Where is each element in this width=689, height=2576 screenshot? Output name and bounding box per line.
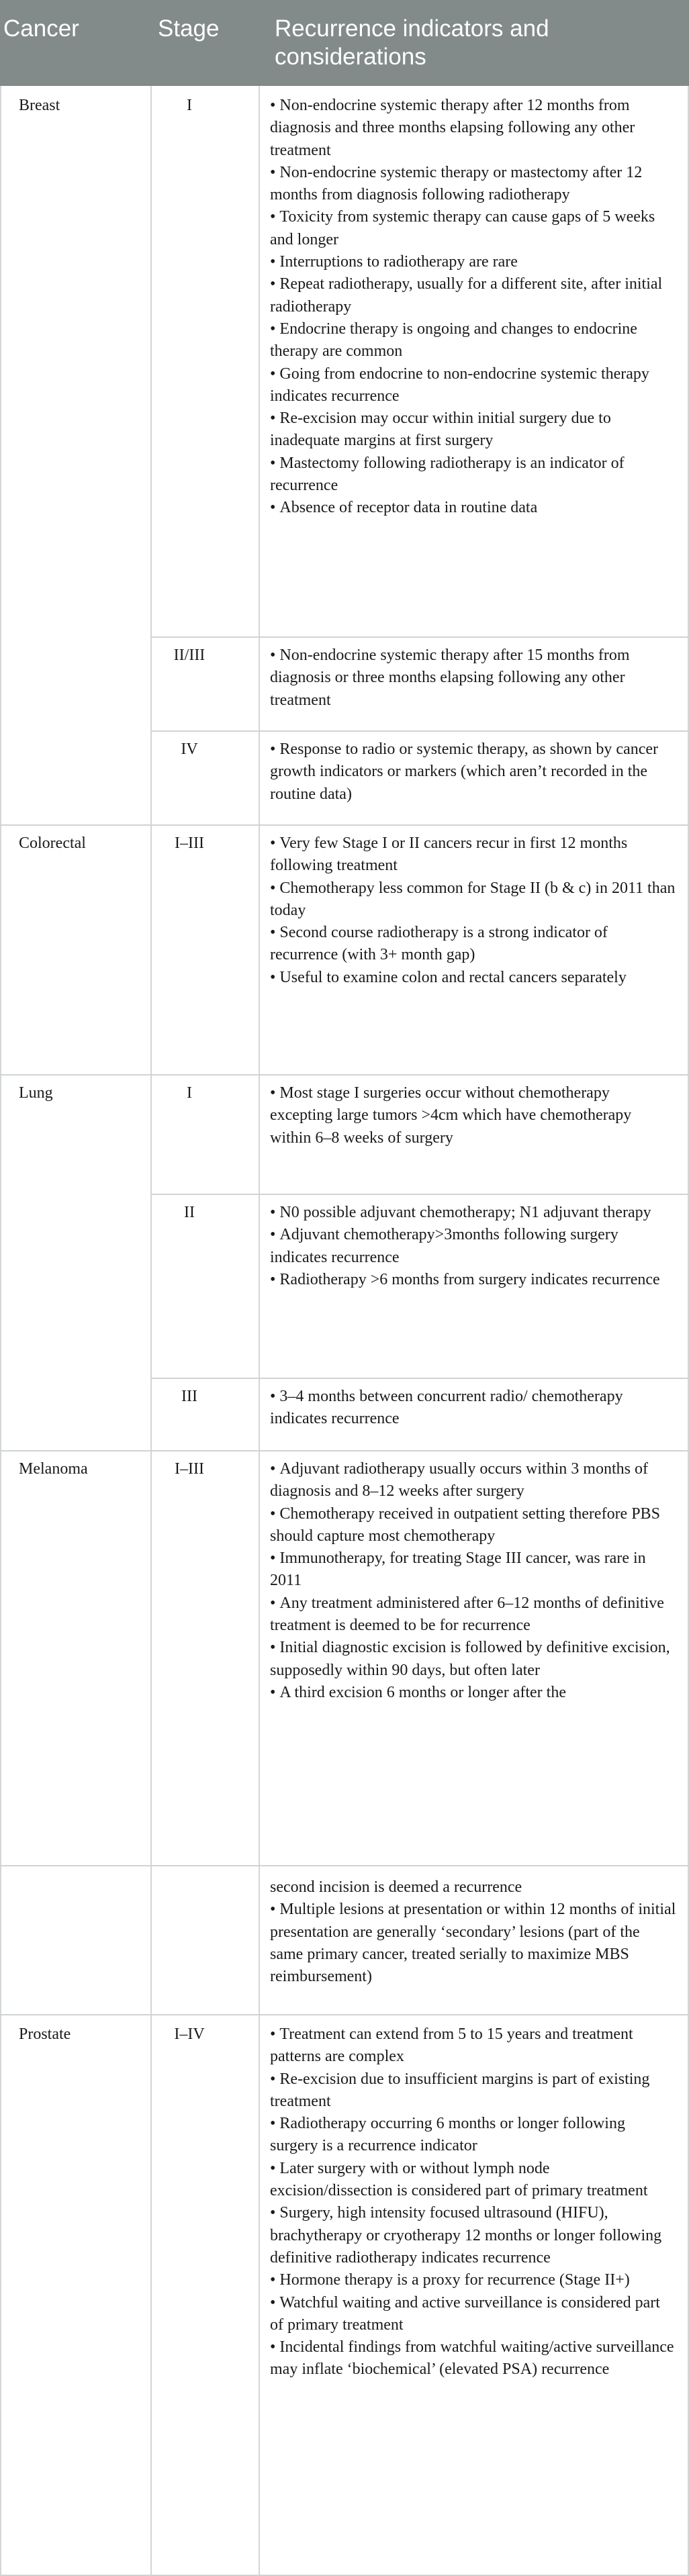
list-item: • N0 possible adjuvant chemotherapy; N1 adjuvant therapy: [270, 1202, 676, 1224]
indicators-breast-iv: [270, 738, 676, 806]
list-item: • Toxicity from systemic therapy can cause gaps of 5 weeks and longer: [270, 206, 676, 251]
stage-lung-ii: II: [184, 1204, 195, 1221]
list-item: • Non-endocrine systemic therapy after 15 months from diagnosis or three months elapsing following any other treatment: [270, 645, 676, 712]
header-indicators: Recurrence indicators and considerations: [275, 15, 549, 70]
indicators-breast-ii-iii: [270, 645, 676, 712]
list-item: • Mastectomy following radiotherapy is an indicator of recurrence: [270, 452, 676, 497]
list-item: • Re-excision may occur within initial surgery due to inadequate margins at first surgery: [270, 408, 676, 452]
indicators-melanoma: [270, 1458, 676, 1704]
list-item: • Surgery, high intensity focused ultrasound (HIFU), brachytherapy or cryotherapy 12 months or longer following definitive radiotherapy indicates recurrence: [270, 2202, 676, 2269]
cancer-colorectal: Colorectal: [19, 834, 86, 852]
indicators-lung-ii: [270, 1202, 676, 1291]
column-divider: [259, 86, 260, 2576]
stage-prostate: I–IV: [174, 2025, 205, 2043]
list-item: • Radiotherapy >6 months from surgery indicates recurrence: [270, 1269, 676, 1291]
list-item: • Re-excision due to insufficient margins is part of existing treatment: [270, 2068, 676, 2113]
list-item: • A third excision 6 months or longer after the: [270, 1682, 676, 1704]
table-header: [0, 0, 689, 86]
list-item: • Initial diagnostic excision is followed by definitive excision, supposedly within 90 days, but often later: [270, 1637, 676, 1682]
indicators-prostate: [270, 2023, 676, 2381]
list-item: • Second course radiotherapy is a strong indicator of recurrence (with 3+ month gap): [270, 922, 676, 967]
list-item: • Multiple lesions at presentation or within 12 months of initial presentation are generally ‘secondary’ lesions (part of the same primary cancer, treated serially to maximize MBS reimbursement): [270, 1901, 676, 1986]
row-divider: [0, 1865, 689, 1866]
cancer-breast: Breast: [19, 97, 60, 114]
list-item: • Treatment can extend from 5 to 15 years and treatment patterns are complex: [270, 2023, 676, 2068]
list-item: • 3–4 months between concurrent radio/ chemotherapy indicates recurrence: [270, 1386, 676, 1431]
row-divider: [150, 1378, 689, 1379]
stage-colorectal: I–III: [175, 834, 204, 852]
column-divider: [150, 86, 152, 2576]
list-item: second incision is deemed a recurrence: [270, 1878, 522, 1896]
stage-breast-ii-iii: II/III: [173, 647, 205, 664]
list-item: • Chemotherapy received in outpatient setting therefore PBS should capture most chemotherapy: [270, 1503, 676, 1548]
list-item: • Interruptions to radiotherapy are rare: [270, 251, 676, 273]
row-divider: [150, 636, 689, 638]
list-item: • Repeat radiotherapy, usually for a different site, after initial radiotherapy: [270, 273, 676, 318]
stage-breast-iv: IV: [181, 741, 198, 758]
list-item: • Non-endocrine systemic therapy after 12 months from diagnosis and three months elapsing following any other treatment: [270, 95, 676, 162]
list-item: • Most stage I surgeries occur without chemotherapy excepting large tumors >4cm which have chemotherapy within 6–8 weeks of surgery: [270, 1082, 676, 1149]
indicators-lung-i: [270, 1082, 676, 1149]
header-stage: Stage: [158, 15, 220, 42]
left-border: [0, 86, 1, 2576]
indicators-melanoma-continued: [270, 1876, 676, 1988]
list-item: • Non-endocrine systemic therapy or mastectomy after 12 months from diagnosis following radiotherapy: [270, 162, 676, 207]
cancer-melanoma: Melanoma: [19, 1460, 88, 1478]
list-item: • Endocrine therapy is ongoing and changes to endocrine therapy are common: [270, 318, 676, 363]
row-divider: [150, 1194, 689, 1195]
list-item: • Chemotherapy less common for Stage II (b & c) in 2011 than today: [270, 877, 676, 922]
row-divider: [0, 1074, 689, 1076]
list-item: • Incidental findings from watchful waiting/active surveillance may inflate ‘biochemical’ (elevated PSA) recurrence: [270, 2336, 676, 2381]
stage-lung-iii: III: [181, 1388, 197, 1405]
row-divider: [150, 730, 689, 732]
list-item: • Adjuvant chemotherapy>3months following surgery indicates recurrence: [270, 1224, 676, 1269]
row-divider: [0, 1450, 689, 1451]
indicators-colorectal: [270, 832, 676, 989]
row-divider: [0, 2014, 689, 2015]
list-item: • Response to radio or systemic therapy, as shown by cancer growth indicators or markers (which aren’t recorded in the routine data): [270, 738, 676, 806]
list-item: • Going from endocrine to non-endocrine systemic therapy indicates recurrence: [270, 363, 676, 408]
header-cancer: Cancer: [3, 15, 79, 42]
cancer-lung: Lung: [19, 1084, 53, 1102]
indicators-breast-i: [270, 95, 676, 520]
stage-lung-i: I: [187, 1084, 192, 1102]
list-item: • Watchful waiting and active surveillance is considered part of primary treatment: [270, 2292, 676, 2337]
list-item: • Later surgery with or without lymph node excision/dissection is considered part of primary treatment: [270, 2158, 676, 2203]
stage-melanoma: I–III: [175, 1460, 204, 1478]
list-item: • Hormone therapy is a proxy for recurrence (Stage II+): [270, 2269, 676, 2291]
list-item: • Any treatment administered after 6–12 months of definitive treatment is deemed to be for recurrence: [270, 1592, 676, 1637]
row-divider: [0, 824, 689, 826]
cancer-prostate: Prostate: [19, 2025, 71, 2043]
list-item: • Useful to examine colon and rectal cancers separately: [270, 967, 676, 989]
stage-breast-i: I: [187, 97, 192, 114]
list-item: • Adjuvant radiotherapy usually occurs within 3 months of diagnosis and 8–12 weeks after surgery: [270, 1458, 676, 1503]
list-item: • Immunotherapy, for treating Stage III cancer, was rare in 2011: [270, 1547, 676, 1592]
list-item: • Radiotherapy occurring 6 months or longer following surgery is a recurrence indicator: [270, 2113, 676, 2158]
list-item: • Very few Stage I or II cancers recur in first 12 months following treatment: [270, 832, 676, 877]
list-item: • Absence of receptor data in routine data: [270, 497, 676, 519]
indicators-lung-iii: [270, 1386, 676, 1431]
